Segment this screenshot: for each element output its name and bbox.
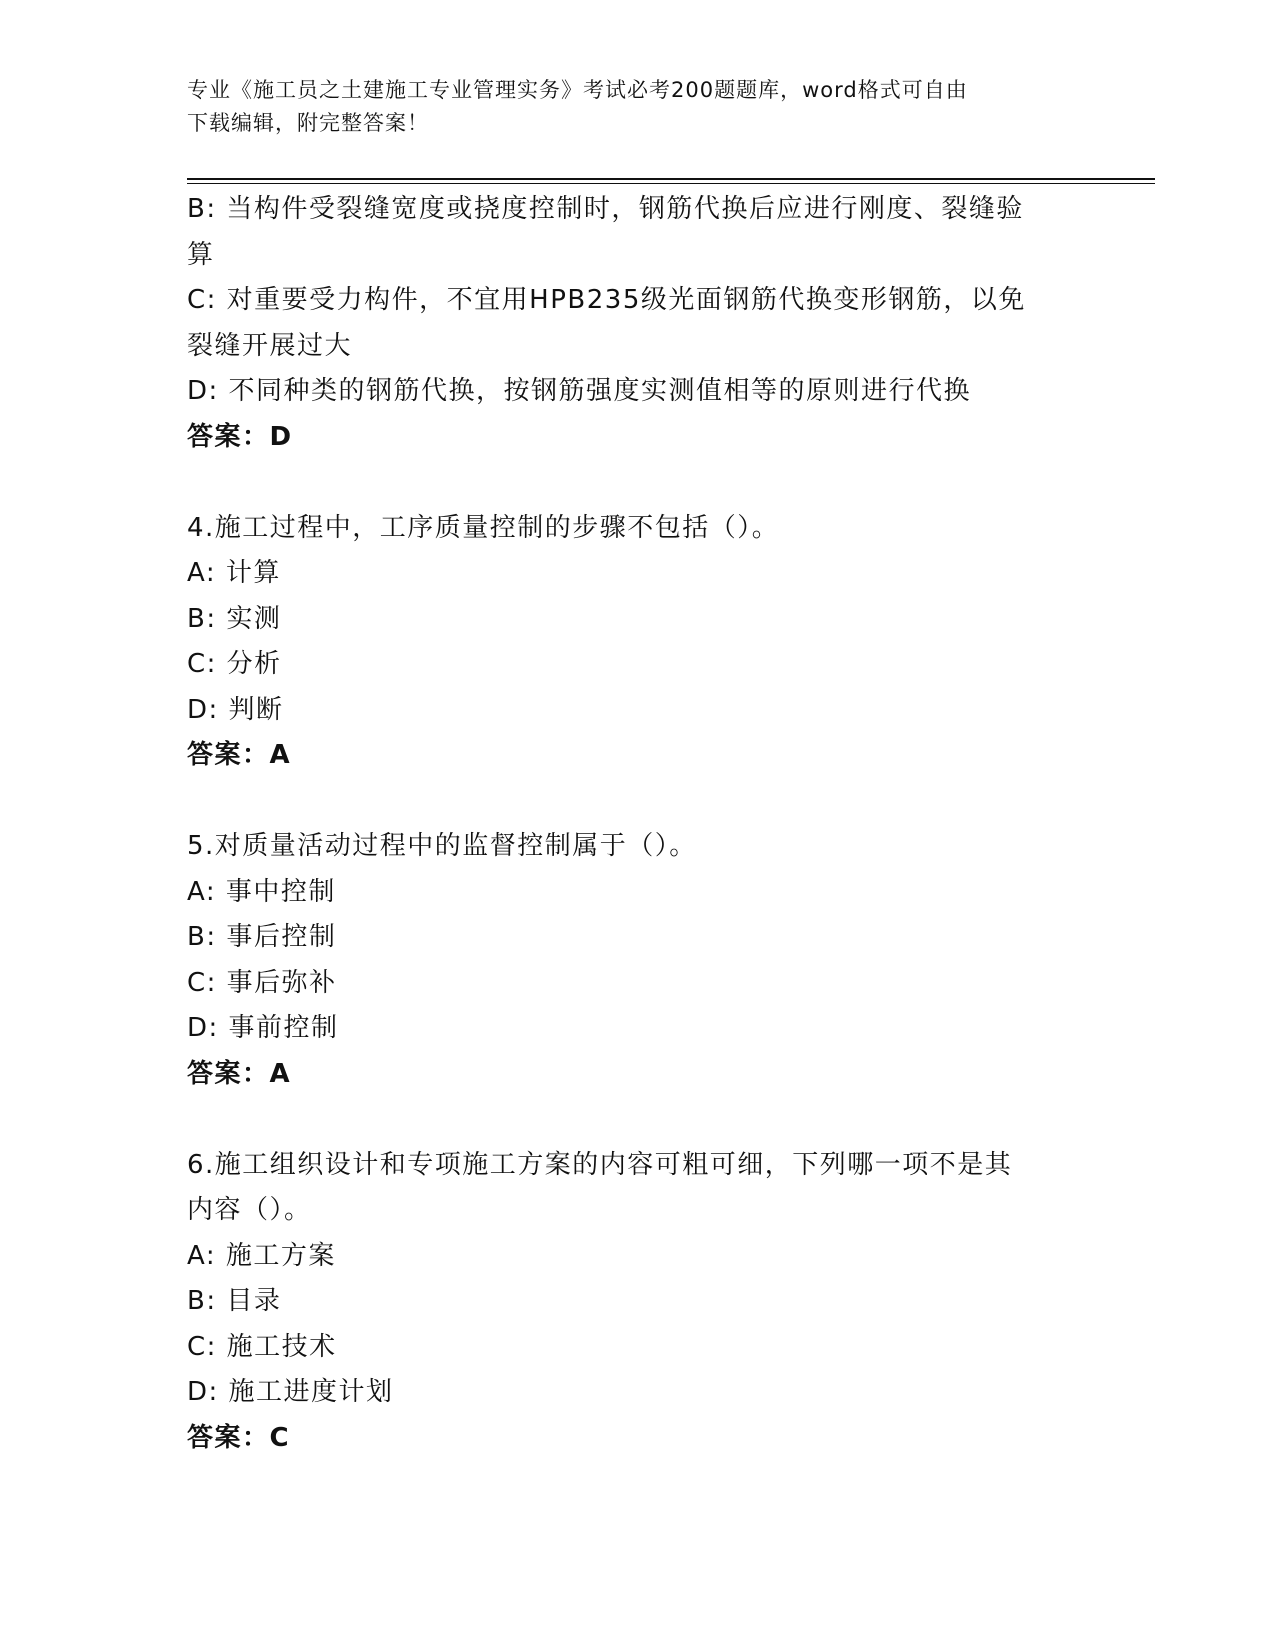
option-a: A: 施工方案 (187, 1240, 336, 1271)
question-stem-line-2: 内容（）。 (187, 1195, 312, 1225)
option-d: D: 事前控制 (187, 1013, 339, 1043)
question-stem: 5.对质量活动过程中的监督控制属于（）。 (187, 831, 697, 861)
option-c-line-2: 裂缝开展过大 (187, 330, 353, 361)
document-header (187, 74, 1087, 140)
option-c-line-1: C: 对重要受力构件，不宜用HPB235级光面钢筋代换变形钢筋，以免 (187, 285, 1026, 315)
question-6 (187, 1143, 1087, 1462)
header-line-1: 专业《施工员之土建施工专业管理实务》考试必考200题题库，word格式可自由 (187, 78, 968, 102)
document-body (187, 187, 1087, 1461)
answer: 答案：A (187, 1058, 292, 1089)
answer: 答案：A (187, 740, 292, 770)
option-b-line-2: 算 (187, 239, 215, 270)
option-b: B: 目录 (187, 1286, 282, 1316)
spacer (187, 1097, 1087, 1143)
answer: 答案：C (187, 1422, 291, 1453)
question-3-tail (187, 187, 1087, 460)
option-d: D: 施工进度计划 (187, 1377, 394, 1407)
option-b: B: 实测 (187, 603, 282, 634)
option-c: C: 施工技术 (187, 1331, 337, 1362)
spacer (187, 779, 1087, 825)
option-c: C: 事后弥补 (187, 967, 337, 998)
option-d: D: 不同种类的钢筋代换，按钢筋强度实测值相等的原则进行代换 (187, 376, 972, 406)
option-a: A: 事中控制 (187, 876, 336, 907)
option-c: C: 分析 (187, 649, 282, 679)
header-divider-thick (187, 178, 1155, 180)
answer: 答案：D (187, 421, 293, 452)
question-stem: 4.施工过程中，工序质量控制的步骤不包括（）。 (187, 512, 780, 543)
question-stem-line-1: 6.施工组织设计和专项施工方案的内容可粗可细，下列哪一项不是其 (187, 1149, 1013, 1180)
header-divider-thin (187, 183, 1155, 184)
question-4 (187, 506, 1087, 779)
option-b-line-1: B: 当构件受裂缝宽度或挠度控制时，钢筋代换后应进行刚度、裂缝验 (187, 194, 1024, 224)
header-line-2: 下载编辑，附完整答案！ (187, 111, 429, 135)
spacer (187, 460, 1087, 506)
option-a: A: 计算 (187, 558, 281, 588)
option-b: B: 事后控制 (187, 922, 337, 952)
question-5 (187, 824, 1087, 1097)
option-d: D: 判断 (187, 694, 284, 725)
